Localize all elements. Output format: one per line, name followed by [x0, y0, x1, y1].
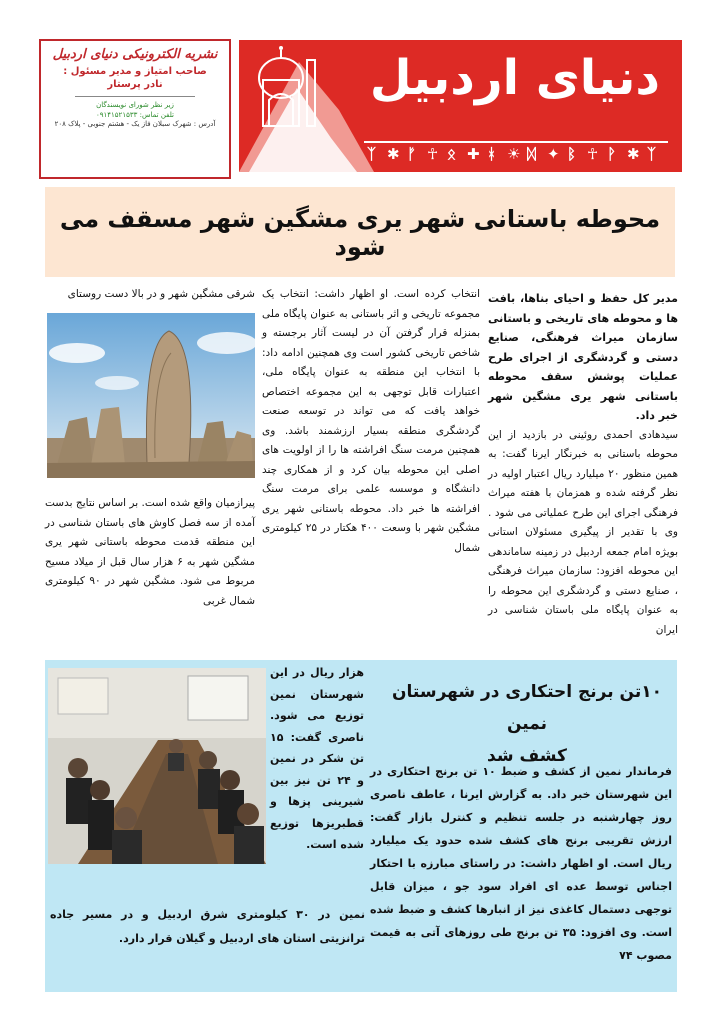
article2-body-right: فرماندار نمین از کشف و ضبط ۱۰ تن برنج احتکاری در این شهرستان خبر داد. به گزارش ایرنا ، عاطف ناصری روز چهارشنبه در جلسه تنظیم و کنترل بازار گفت: ارزش تقریبی برنج های کشف شده حدود یک میلیارد ریال است. او اظهار داشت: در راستای مبارزه با احتکار اجناس توسط عده ای افراد سود جو ، میزان قابل توجهی دستمال کاغذی نیز از انبارها کشف و ضبط شده است. وی افزود: ۳۵ تن برنج طی روزهای آتی به قیمت مصوب ۷۴ [370, 765, 672, 962]
owner-label: صاحب امتیاز و مدیر مسئول : [63, 66, 207, 77]
article1-column-middle [262, 285, 480, 558]
glyph-icon: ᛞ [527, 145, 537, 163]
article1-column-right [488, 289, 678, 640]
glyph-icon: ✱ [387, 145, 400, 163]
publisher-info-box [39, 39, 231, 179]
meeting-photo [48, 668, 266, 864]
article1-column-left-top [45, 285, 255, 305]
standing-stones-image [47, 313, 255, 478]
article1-body-right: سیدهادی احمدی روئینی در بازدید از این محوطه باستانی به خبرنگار ایرنا گفت: به همین منظور ۲۰ میلیارد ریال اعتبار اولیه در نظر گرفته شده و همزمان با هفته میراث فرهنگی اجرای این طرح عملیاتی می شود . وی با تقدیر از پیگیری مسئولان استانی بویژه امام جمعه اردبیل در زمینه ساماندهی این محوطه افزود: سازمان میراث فرهنگی ، صنایع دستی و گردشگری این محوطه را به عنوان پایگاه ملی باستان شناسی در ایران [488, 428, 678, 636]
council-line: زیر نظر شورای نویسندگان [96, 101, 174, 109]
glyph-icon: ☥ [587, 145, 599, 163]
glyph-icon: ᚼ [487, 145, 497, 163]
article2-column-bottom [50, 903, 365, 951]
masthead-rule [364, 141, 668, 143]
cultural-glyphs-strip [367, 145, 666, 165]
headline-band [45, 187, 675, 277]
mosque-mountain-illustration [239, 40, 377, 172]
owner-name: نادر پرستار [107, 79, 163, 90]
article2-column-middle [270, 662, 364, 856]
publisher-title: نشریه الکترونیکی دنیای اردبیل [52, 47, 218, 62]
article2-headline-line1: ۱۰تن برنج احتکاری در شهرستان نمین [392, 682, 662, 734]
glyph-icon: ᛟ [447, 145, 457, 163]
glyph-icon: ᚠ [407, 145, 417, 163]
article1-body-left-top: شرقی مشگین شهر و در بالا دست روستای [67, 288, 255, 300]
article1-lead: مدیر کل حفظ و احیای بناها، بافت ها و محوطه های تاریخی و باستانی سازمان میراث فرهنگی، صنایع دستی و گردشگری از اجرای طرح عملیات پوشش سقف محوطه باستانی شهر یری مشگین شهر خبر داد. [488, 292, 678, 422]
masthead [239, 40, 682, 172]
article1-headline: محوطه باستانی شهر یری مشگین شهر مسقف می شود [59, 205, 661, 261]
glyph-icon: ᚹ [607, 145, 617, 163]
glyph-icon: ᛉ [367, 145, 377, 163]
glyph-icon: ✚ [467, 145, 480, 163]
article1-body-left: پیرازمیان واقع شده است. بر اساس نتایج بدست آمده از سه فصل کاوش های باستان شناسی در این منطقه قدمت محوطه باستانی شهر یری مشگین شهر به ۶ هزار سال قبل از میلاد مسیح مربوط می شود. مشگین شهر در ۹۰ کیلومتری شمال غربی [45, 497, 255, 607]
glyph-icon: ✱ [627, 145, 640, 163]
glyph-icon: ᛒ [567, 145, 577, 163]
glyph-icon: ☀ [507, 145, 521, 163]
masthead-title: دنیای اردبیل [369, 50, 660, 106]
article2-body-bottom: نمین در ۳۰ کیلومتری شرق اردبیل و در مسیر جاده ترانزیتی استان های اردبیل و گیلان قرار دارد. [50, 908, 365, 945]
phone-line: تلفن تماس: ۰۹۱۴۱۵۲۱۵۳۳ [96, 111, 174, 119]
divider [75, 96, 195, 97]
meeting-image [48, 668, 266, 864]
article2-body-middle: هزار ریال در این شهرستان نمین توزیع می شود. ناصری گفت: ۱۵ تن شکر در نمین و ۲۴ تن نیز بین شیرینی پزها و قطبریزها توزیع شده است. [270, 666, 364, 851]
article1-column-left [45, 494, 255, 611]
standing-stones-photo [47, 313, 255, 478]
article2-headline [382, 676, 672, 772]
address-line: آدرس : شهرک سبلان فاز یک - هشتم جنوبی - پلاک ۲۰۸ [54, 120, 216, 128]
article2-column-right [370, 760, 672, 967]
glyph-icon: ✦ [547, 145, 560, 163]
glyph-icon: ᛉ [647, 145, 657, 163]
glyph-icon: ☥ [427, 145, 439, 163]
article1-body-middle: انتخاب کرده است. او اظهار داشت: انتخاب یک مجموعه تاریخی و اثر باستانی به عنوان پایگاه ملی بمنزله قرار گرفتن آن در لیست آثار برجسته و شاخص تاریخی کشور است وی همچنین ادامه داد: با انتخاب این منطقه به عنوان پایگاه ملی، اعتبارات قابل توجهی به این مجموعه اختصاص خواهد یافت که می تواند در توسعه صنعت گردشگری منطقه بسیار ارزشمند باشد. وی همچنین مرمت سنگ افراشته ها را از اولویت های اصلی این محوطه بیان کرد و از همکاری چند دانشگاه و موسسه علمی برای مرمت سنگ افراشته ها خبر داد. محوطه باستانی شهر یری مشگین شهر با وسعت ۴۰۰ هکتار در ۲۵ کیلومتری شمال [262, 288, 480, 554]
article2-headline-line2: کشف شد [487, 746, 567, 766]
